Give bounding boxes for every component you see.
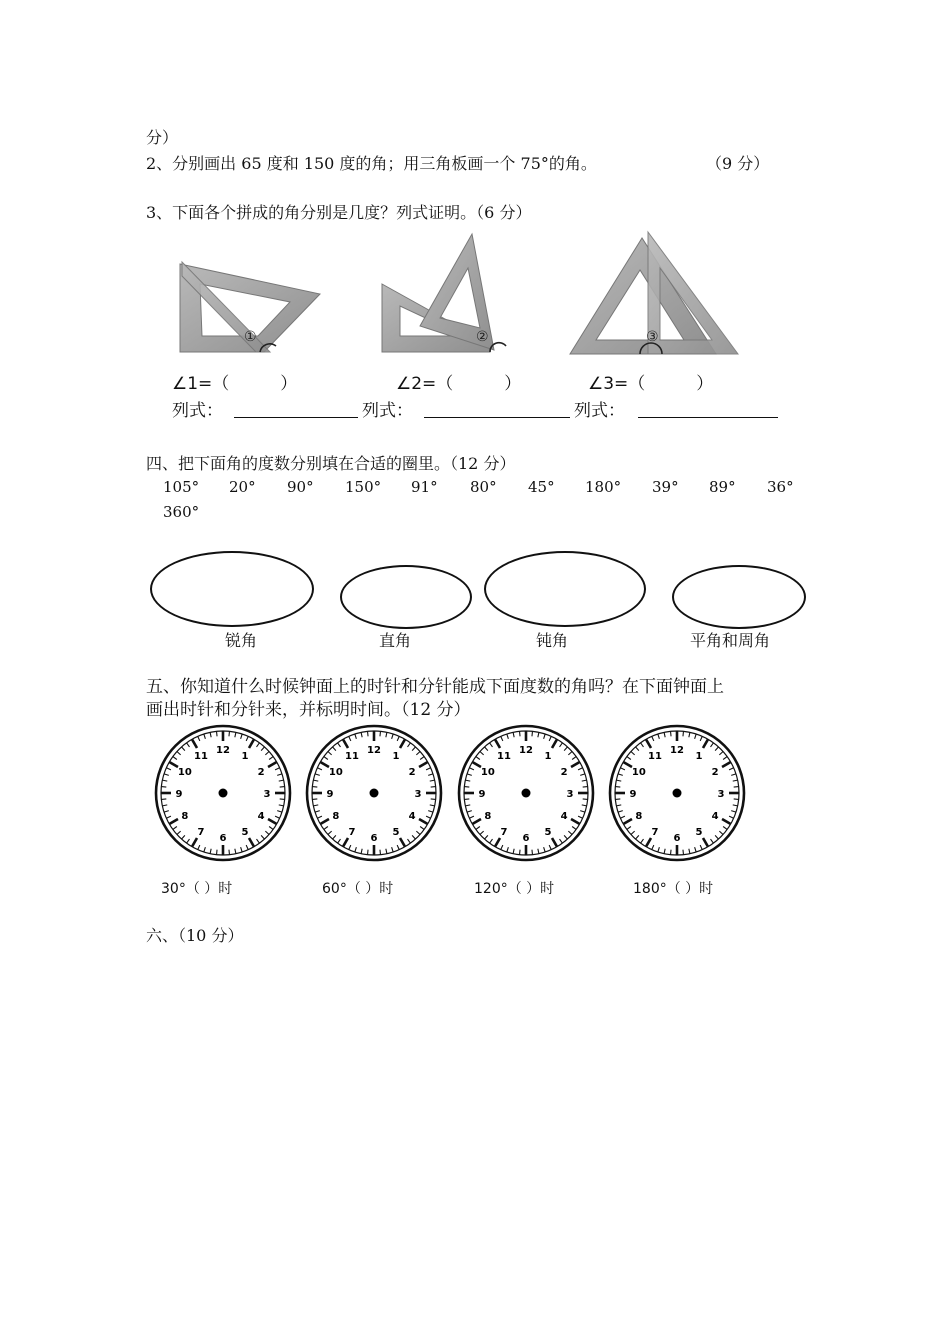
right-angle-oval[interactable] — [340, 565, 472, 629]
degree-value: 80° — [470, 478, 497, 496]
minute-tick — [229, 731, 230, 736]
minute-tick — [161, 799, 166, 800]
question-5-line-1: 五、你知道什么时候钟面上的时针和分针能成下面度数的角吗？在下面钟面上 — [146, 677, 724, 697]
degree-value: 150° — [345, 478, 382, 496]
minute-tick — [671, 731, 672, 736]
clock-center-dot — [370, 789, 379, 798]
clock-label-4[interactable]: 180°（ ）时 — [633, 881, 714, 897]
degree-value: 39° — [652, 478, 679, 496]
minute-tick — [368, 731, 369, 736]
clock-number: 3 — [414, 789, 422, 800]
minute-tick — [583, 787, 588, 788]
clock-number: 10 — [631, 767, 646, 778]
minute-tick — [520, 731, 521, 736]
angle-2-answer[interactable]: ∠2=（ ） — [396, 374, 522, 394]
clock-number: 4 — [408, 811, 416, 822]
minute-tick — [280, 799, 285, 800]
clock-number: 4 — [257, 811, 265, 822]
degree-value: 91° — [411, 478, 438, 496]
question-3: 3、下面各个拼成的角分别是几度？列式证明。（6 分） — [146, 203, 532, 222]
clock-number: 11 — [648, 750, 662, 762]
minute-tick — [683, 850, 684, 855]
minute-tick — [683, 731, 684, 736]
clock-number: 3 — [566, 789, 574, 800]
clock-number: 5 — [695, 827, 703, 839]
question-2: 2、分别画出 65 度和 150 度的角；用三角板画一个 75°的角。 — [146, 154, 597, 173]
formula-label-3: 列式： — [574, 401, 625, 421]
set-square-figures — [172, 228, 752, 362]
minute-tick — [217, 850, 218, 855]
straight-full-angle-label: 平角和周角 — [690, 631, 771, 650]
minute-tick — [312, 799, 317, 800]
clock-number: 7 — [500, 827, 508, 839]
formula-blank-1[interactable] — [234, 417, 358, 418]
minute-tick — [532, 731, 533, 736]
minute-tick — [583, 799, 588, 800]
clock-label-2[interactable]: 60°（ ）时 — [322, 881, 394, 897]
minute-tick — [532, 850, 533, 855]
clock-number: 12 — [519, 745, 533, 756]
clock-label-1[interactable]: 30°（ ）时 — [161, 881, 233, 897]
minute-tick — [671, 850, 672, 855]
formula-label-2: 列式： — [362, 401, 413, 421]
minute-tick — [615, 787, 620, 788]
clock-number: 2 — [257, 767, 265, 778]
angle-marker-1: ① — [244, 329, 257, 345]
clock-number: 1 — [241, 750, 249, 762]
question-2-score: （9 分） — [706, 154, 770, 173]
angle-1-answer[interactable]: ∠1=（ ） — [172, 374, 298, 394]
minute-tick — [734, 799, 739, 800]
clock-number: 5 — [241, 827, 249, 839]
clock-number: 6 — [522, 833, 530, 844]
degree-value: 360° — [163, 503, 200, 521]
clock-face-2[interactable] — [304, 723, 444, 863]
clock-number: 11 — [194, 750, 208, 762]
clock-number: 3 — [263, 789, 271, 800]
minute-tick — [217, 731, 218, 736]
angle-3-answer[interactable]: ∠3=（ ） — [588, 374, 714, 394]
clock-number: 10 — [480, 767, 495, 778]
degree-value: 36° — [767, 478, 794, 496]
obtuse-angle-oval[interactable] — [484, 551, 646, 627]
clock-number: 8 — [332, 811, 340, 822]
degree-value: 89° — [709, 478, 736, 496]
clock-number: 4 — [560, 811, 568, 822]
clock-number: 8 — [181, 811, 189, 822]
clock-number: 11 — [497, 750, 511, 762]
clock-number: 9 — [326, 789, 334, 800]
clock-center-dot — [673, 789, 682, 798]
minute-tick — [280, 787, 285, 788]
formula-blank-2[interactable] — [424, 417, 570, 418]
clock-center-dot — [219, 789, 228, 798]
clock-number: 6 — [219, 833, 227, 844]
clock-number: 8 — [484, 811, 492, 822]
clock-number: 9 — [478, 789, 486, 800]
angle-marker-3: ③ — [646, 329, 659, 345]
clock-number: 1 — [695, 750, 703, 762]
clock-face-4[interactable] — [607, 723, 747, 863]
clock-number: 4 — [711, 811, 719, 822]
clock-number: 2 — [408, 767, 416, 778]
question-4: 四、把下面角的度数分别填在合适的圈里。（12 分） — [146, 454, 516, 473]
minute-tick — [161, 787, 166, 788]
clock-number: 9 — [629, 789, 637, 800]
clock-face-1[interactable] — [153, 723, 293, 863]
clock-number: 7 — [197, 827, 205, 839]
clock-number: 1 — [544, 750, 552, 762]
clock-number: 12 — [670, 745, 684, 756]
clock-center-dot — [522, 789, 531, 798]
minute-tick — [520, 850, 521, 855]
clock-number: 7 — [348, 827, 356, 839]
clock-number: 5 — [544, 827, 552, 839]
clock-number: 2 — [711, 767, 719, 778]
clock-number: 3 — [717, 789, 725, 800]
clock-face-3[interactable] — [456, 723, 596, 863]
clock-number: 1 — [392, 750, 400, 762]
minute-tick — [312, 787, 317, 788]
clock-number: 6 — [370, 833, 378, 844]
minute-tick — [380, 850, 381, 855]
clock-number: 11 — [345, 750, 359, 762]
clock-number: 12 — [367, 745, 381, 756]
minute-tick — [734, 787, 739, 788]
right-angle-label: 直角 — [379, 631, 412, 650]
clock-number: 12 — [216, 745, 230, 756]
clock-number: 2 — [560, 767, 568, 778]
carry-over-text: 分） — [146, 128, 179, 147]
degree-value: 105° — [163, 478, 200, 496]
clock-label-3[interactable]: 120°（ ）时 — [474, 881, 555, 897]
straight-full-angle-oval[interactable] — [672, 565, 806, 629]
degree-value: 20° — [229, 478, 256, 496]
clock-number: 5 — [392, 827, 400, 839]
degree-value: 45° — [528, 478, 555, 496]
clock-number: 8 — [635, 811, 643, 822]
minute-tick — [615, 799, 620, 800]
clock-number: 10 — [328, 767, 343, 778]
question-5-line-2: 画出时针和分针来，并标明时间。（12 分） — [146, 700, 471, 720]
degree-value: 90° — [287, 478, 314, 496]
minute-tick — [380, 731, 381, 736]
formula-blank-3[interactable] — [638, 417, 778, 418]
angle-marker-2: ② — [476, 329, 489, 345]
obtuse-angle-label: 钝角 — [536, 631, 569, 650]
clock-number: 9 — [175, 789, 183, 800]
acute-angle-oval[interactable] — [150, 551, 314, 627]
minute-tick — [464, 787, 469, 788]
minute-tick — [431, 787, 436, 788]
minute-tick — [368, 850, 369, 855]
clock-number: 7 — [651, 827, 659, 839]
clock-number: 10 — [177, 767, 192, 778]
degree-value: 180° — [585, 478, 622, 496]
acute-angle-label: 锐角 — [225, 631, 258, 650]
clock-number: 6 — [673, 833, 681, 844]
question-6: 六、（10 分） — [146, 926, 244, 945]
minute-tick — [229, 850, 230, 855]
minute-tick — [464, 799, 469, 800]
minute-tick — [431, 799, 436, 800]
formula-label-1: 列式： — [172, 401, 223, 421]
